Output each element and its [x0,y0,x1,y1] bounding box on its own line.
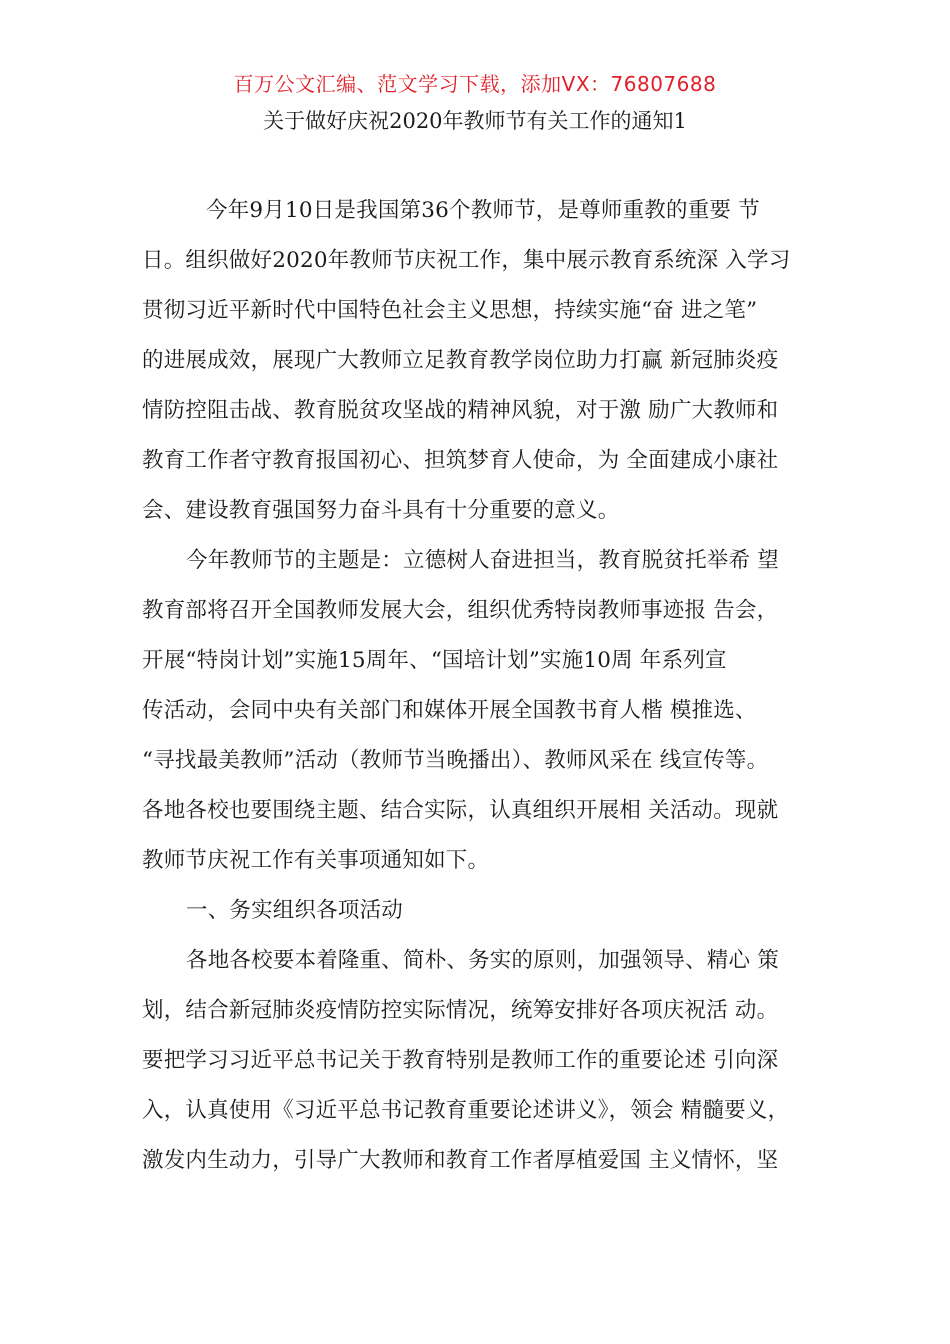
paragraph-line: 划，结合新冠肺炎疫情防控实际情况，统筹安排好各项庆祝活 动。 [142,998,779,1023]
paragraph-line: 各地各校要本着隆重、简朴、务实的原则，加强领导、精心 策 [186,948,779,973]
paragraph-line: 的进展成效，展现广大教师立足教育教学岗位助力打赢 新冠肺炎疫 [142,348,779,373]
paragraph-line: “寻找最美教师”活动（教师节当晚播出）、教师风采在 线宣传等。 [142,748,769,773]
paragraph-line: 激发内生动力，引导广大教师和教育工作者厚植爱国 主义情怀，坚 [142,1148,779,1173]
paragraph-line: 今年9月10日是我国第36个教师节，是尊师重教的重要 节 [206,198,760,223]
watermark-header: 百万公文汇编、范文学习下载，添加VX：76807688 [233,72,717,96]
paragraph-line: 今年教师节的主题是：立德树人奋进担当，教育脱贫托举希 望 [186,548,779,573]
paragraph-line: 入，认真使用《习近平总书记教育重要论述讲义》，领会 精髓要义， [142,1098,790,1123]
page-title: 关于做好庆祝2020年教师节有关工作的通知1 [263,109,687,133]
document-body [142,192,842,1192]
paragraph-line: 教育工作者守教育报国初心、担筑梦育人使命，为 全面建成小康社 [142,448,779,473]
paragraph-line: 各地各校也要围绕主题、结合实际，认真组织开展相 关活动。现就 [142,798,779,823]
section-heading: 一、务实组织各项活动 [186,898,404,923]
paragraph-line: 贯彻习近平新时代中国特色社会主义思想，持续实施“奋 进之笔” [142,298,758,323]
paragraph-line: 日。组织做好2020年教师节庆祝工作，集中展示教育系统深 入学习 [142,248,791,273]
paragraph-line: 传活动，会同中央有关部门和媒体开展全国教书育人楷 模推选、 [142,698,757,723]
paragraph-line: 会、建设教育强国努力奋斗具有十分重要的意义。 [142,498,620,523]
paragraph-line: 情防控阻击战、教育脱贫攻坚战的精神风貌，对于激 励广大教师和 [142,398,779,423]
paragraph-line: 开展“特岗计划”实施15周年、“国培计划”实施10周 年系列宣 [142,648,727,673]
paragraph-line: 要把学习习近平总书记关于教育特别是教师工作的重要论述 引向深 [142,1048,779,1073]
paragraph-line: 教师节庆祝工作有关事项通知如下。 [142,848,490,873]
paragraph-line: 教育部将召开全国教师发展大会，组织优秀特岗教师事迹报 告会， [142,598,779,623]
